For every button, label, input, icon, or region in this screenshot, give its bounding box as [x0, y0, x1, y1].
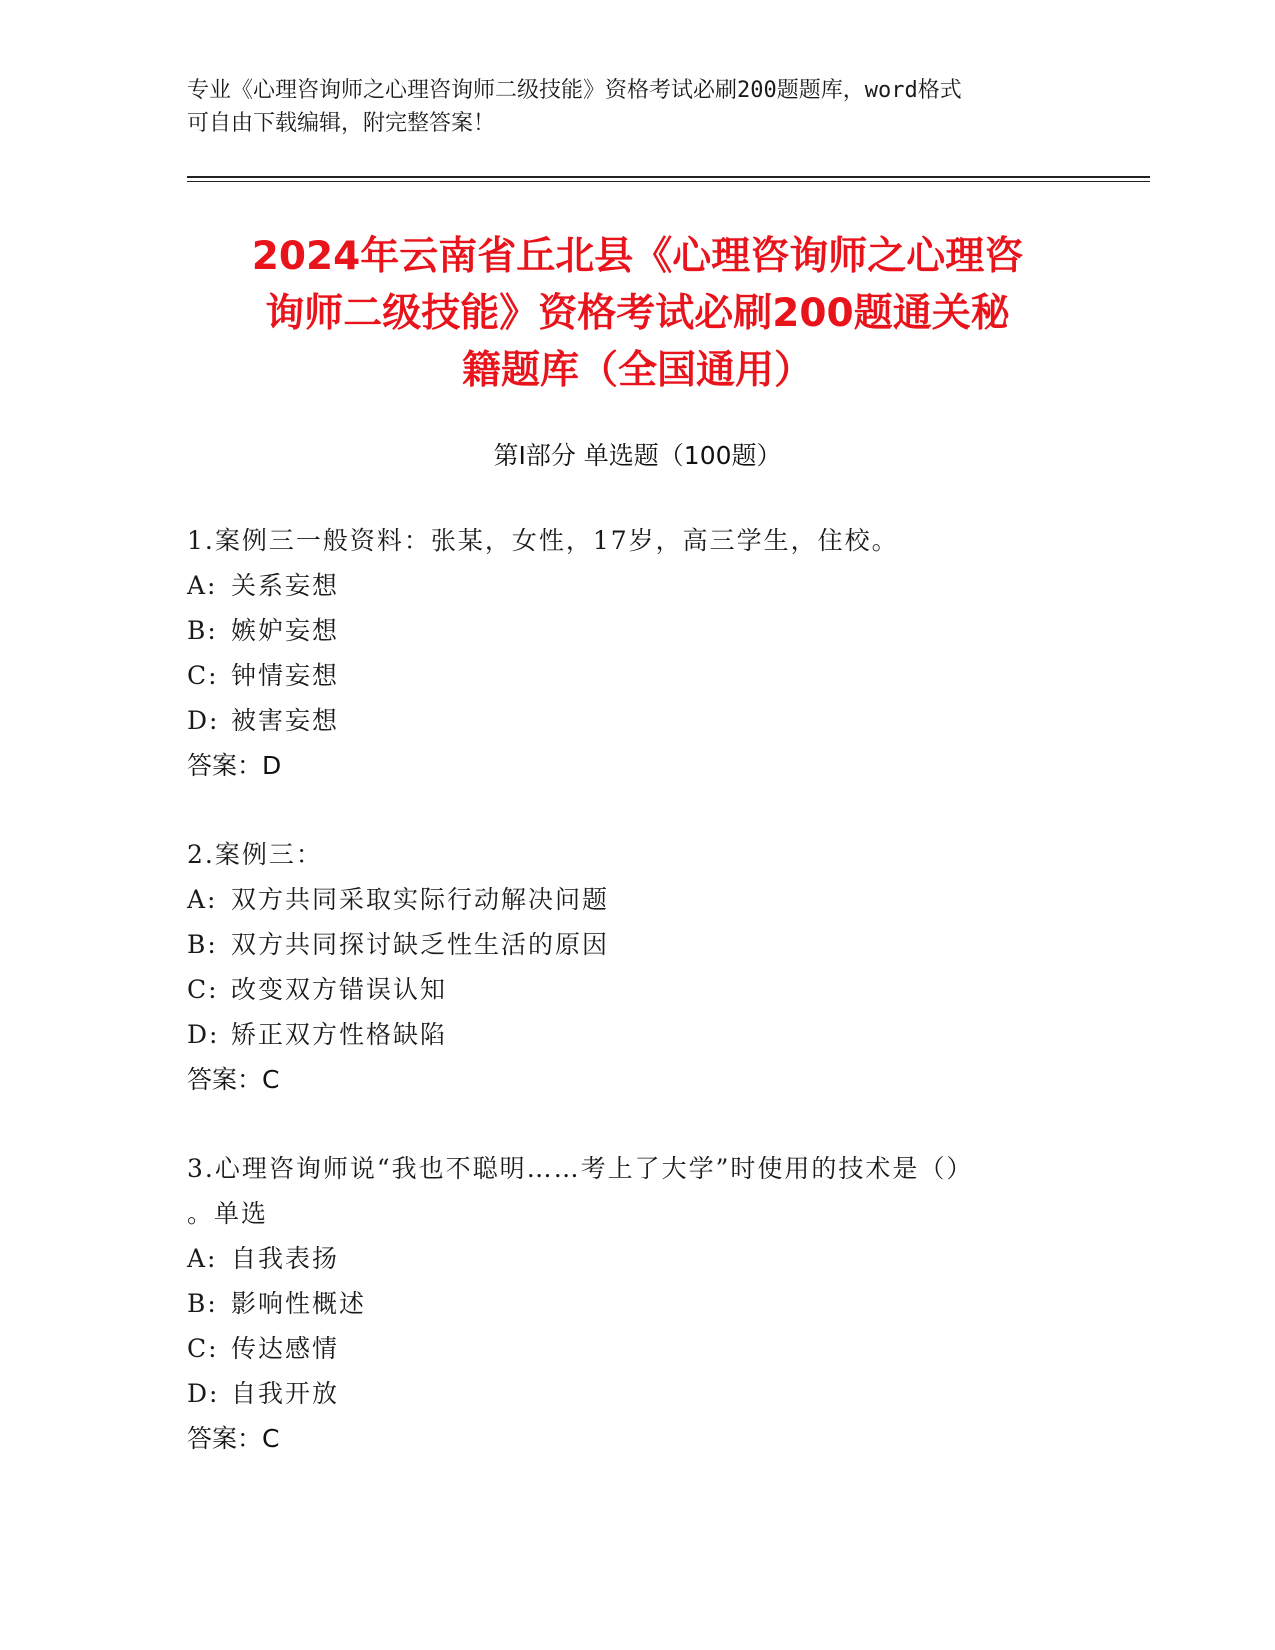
option-text: 钟情妄想 [231, 661, 340, 690]
option-text: 嫉妒妄想 [231, 616, 340, 645]
document-title-line: 询师二级技能》资格考试必刷200题通关秘 [265, 291, 1010, 336]
header-divider-thin [187, 181, 1150, 182]
option-c [187, 653, 1087, 698]
section-title: 第Ⅰ部分 单选题（100题） [493, 441, 782, 470]
option-b [187, 1281, 1087, 1326]
option-letter: B: [187, 930, 218, 959]
option-text: 自我表扬 [231, 1244, 340, 1273]
option-text: 改变双方错误认知 [231, 975, 448, 1004]
question-stem [187, 832, 1087, 877]
option-text: 矫正双方性格缺陷 [231, 1020, 448, 1049]
option-letter: A: [187, 885, 218, 914]
answer: 答案：D [187, 751, 282, 780]
question-item [187, 1146, 1087, 1461]
option-b [187, 922, 1087, 967]
option-text: 被害妄想 [231, 706, 340, 735]
option-text: 双方共同探讨缺乏性生活的原因 [231, 930, 610, 959]
option-c [187, 1326, 1087, 1371]
header-note [187, 74, 1067, 140]
option-a [187, 877, 1087, 922]
question-stem-line: 2.案例三： [187, 840, 323, 869]
option-letter: B: [187, 1289, 218, 1318]
answer: 答案：C [187, 1065, 280, 1094]
option-letter: A: [187, 1244, 218, 1273]
option-letter: B: [187, 616, 218, 645]
option-a [187, 1236, 1087, 1281]
option-letter: C: [187, 975, 219, 1004]
option-text: 关系妄想 [231, 571, 340, 600]
question-stem [187, 1146, 1087, 1236]
header-note-line: 专业《心理咨询师之心理咨询师二级技能》资格考试必刷200题题库，word格式 [187, 78, 962, 103]
option-letter: D: [187, 706, 220, 735]
option-b [187, 608, 1087, 653]
question-item [187, 832, 1087, 1102]
option-text: 自我开放 [231, 1379, 340, 1408]
option-letter: C: [187, 661, 219, 690]
option-d [187, 698, 1087, 743]
answer: 答案：C [187, 1424, 280, 1453]
document-title [120, 228, 1155, 399]
question-stem-line: 。单选 [187, 1199, 269, 1228]
option-letter: C: [187, 1334, 219, 1363]
question-stem [187, 518, 1087, 563]
header-divider-thick [187, 176, 1150, 178]
option-a [187, 563, 1087, 608]
document-title-line: 籍题库（全国通用） [461, 348, 813, 393]
option-letter: D: [187, 1020, 220, 1049]
option-text: 影响性概述 [231, 1289, 367, 1318]
option-letter: D: [187, 1379, 220, 1408]
option-letter: A: [187, 571, 218, 600]
option-text: 传达感情 [231, 1334, 340, 1363]
question-stem-line: 3.心理咨询师说“我也不聪明……考上了大学”时使用的技术是（） [187, 1154, 974, 1183]
document-title-line: 2024年云南省丘北县《心理咨询师之心理咨 [251, 234, 1024, 279]
option-d [187, 1371, 1087, 1416]
option-c [187, 967, 1087, 1012]
question-stem-line: 1.案例三一般资料：张某，女性，17岁，高三学生，住校。 [187, 526, 899, 555]
option-text: 双方共同采取实际行动解决问题 [231, 885, 610, 914]
option-d [187, 1012, 1087, 1057]
question-item [187, 518, 1087, 788]
header-note-line: 可自由下载编辑，附完整答案！ [187, 111, 496, 136]
